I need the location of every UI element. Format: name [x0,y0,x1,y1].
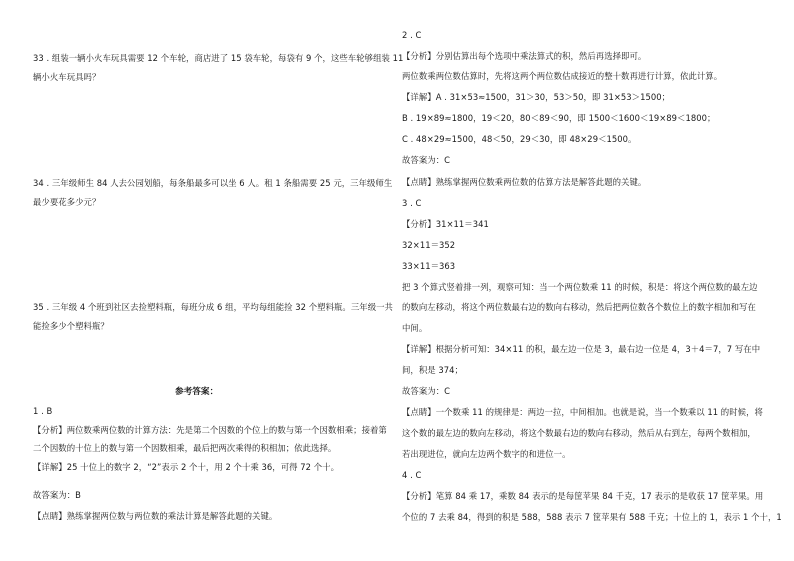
answer-4-analysis-line-1: 【分析】笔算 84 乘 17，乘数 84 表示的是每筐苹果 84 千克，17 表示的是收获 17 筐苹果。用 [402,491,764,501]
answer-1-detail: 【详解】25 十位上的数字 2，“2”表示 2 个十，用 2 个十乘 36，可得 72 个十。 [33,462,340,472]
answer-1-analysis-line-2: 二个因数的十位上的数与第一个因数相乘，最后把两次乘得的积相加；依此选择。 [33,443,337,453]
question-34-line-2: 最少要花多少元？ [33,197,101,207]
answer-2-analysis-line-2: 两位数乘两位数估算时，先将这两个两位数估成接近的整十数再进行计算，依此计算。 [402,71,723,81]
answer-4-analysis-line-2: 个位的 7 去乘 84，得到的积是 588，588 表示 7 筐苹果有 588 千克；十位上的 1，表示 1 个十，1 [402,512,782,522]
answer-3-label: 3 . C [402,198,422,208]
answer-3-detail-line-2: 间，积是 374； [402,365,463,375]
answer-3-note-line-2: 这个数的最左边的数向左移动，将这个数最右边的数向右移动，然后从右到左，每两个数相加， [402,428,756,438]
answer-1-note: 【点睛】熟练掌握两位数与两位数的乘法计算是解答此题的关键。 [33,511,278,521]
answer-1-result: 故答案为：B [33,490,81,500]
question-35-line-2: 能捡多少个塑料瓶？ [33,321,109,331]
answer-1-analysis-line-1: 【分析】两位数乘两位数的计算方法：先是第二个因数的个位上的数与第一个因数相乘；接着第 [33,425,387,435]
answer-3-pattern-line-3: 中间。 [402,323,428,333]
answer-3-analysis: 【分析】31×11＝341 [402,219,489,229]
answer-3-result: 故答案为：C [402,386,451,396]
answer-1-label: 1 . B [33,406,53,416]
answer-2-analysis-line-1: 【分析】分别估算出每个选项中乘法算式的积，然后再选择即可。 [402,51,647,61]
answer-2-detail-a: 【详解】A . 31×53≈1500，31＞30，53＞50，即 31×53＞1500； [402,92,671,102]
answer-2-note: 【点睛】熟练掌握两位数乘两位数的估算方法是解答此题的关键。 [402,177,647,187]
answer-3-pattern-line-2: 的数向左移动，将这个两位数最右边的数向右移动，然后把两位数各个数位上的数字相加和写在 [402,302,756,312]
answer-3-equation-2: 32×11＝352 [402,240,456,250]
answer-2-detail-c: C . 48×29≈1500，48＜50，29＜30，即 48×29＜1500。 [402,134,637,144]
answer-4-label: 4 . C [402,470,422,480]
answer-2-label: 2 . C [402,30,422,40]
question-34-line-1: 34 . 三年级师生 84 人去公园划船，每条船最多可以坐 6 人。租 1 条船需要 25 元，三年级师生 [33,178,393,188]
question-35-line-1: 35 . 三年级 4 个班到社区去捡塑料瓶，每班分成 6 组，平均每组能捡 32 个塑料瓶。三年级一共 [33,302,393,312]
answer-key-title: 参考答案： [175,387,219,397]
question-33-line-1: 33 . 组装一辆小火车玩具需要 12 个车轮，商店进了 15 袋车轮，每袋有 9 个，这些车轮够组装 11 [33,53,404,63]
answer-3-detail-line-1: 【详解】根据分析可知：34×11 的积，最左边一位是 3，最右边一位是 4，3＋4＝7，7 写在中 [402,344,761,354]
answer-3-equation-3: 33×11＝363 [402,261,456,271]
answer-2-detail-b: B . 19×89≈1800，19＜20，80＜89＜90，即 1500＜1600＜19×89＜1800； [402,113,716,123]
answer-2-result: 故答案为：C [402,155,451,165]
answer-3-pattern-line-1: 把 3 个算式竖着排一列，观察可知：当一个两位数乘 11 的时候，积是：将这个两位数的最左边 [402,282,758,292]
question-33-line-2: 辆小火车玩具吗？ [33,72,101,82]
answer-3-note-line-3: 若出现进位，就向左边两个数字的和进位一。 [402,449,571,459]
answer-3-note-line-1: 【点睛】一个数乘 11 的规律是：两边一拉，中间相加。也就是说，当一个数乘以 11 的时候，将 [402,407,763,417]
